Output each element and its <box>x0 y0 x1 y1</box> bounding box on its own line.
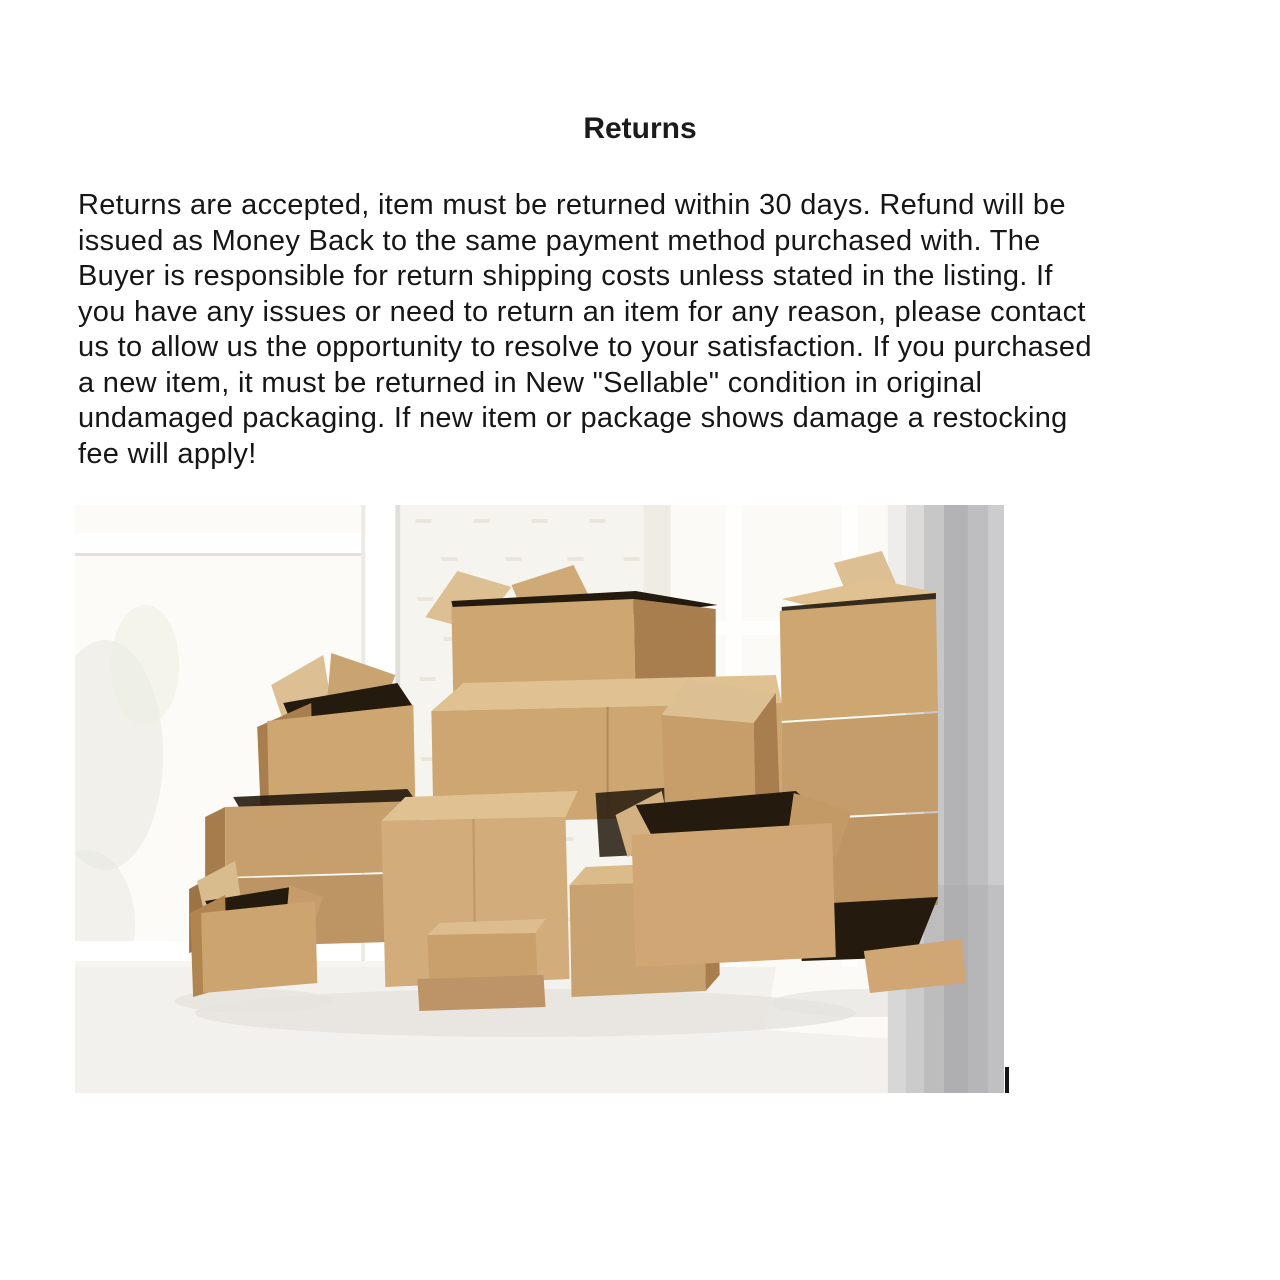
text-cursor[interactable] <box>1005 1067 1009 1093</box>
cardboard-boxes-photo <box>75 505 1004 1093</box>
paragraph-line: Buyer is responsible for return shipping costs unless stated in the listing. If <box>78 260 1053 292</box>
paragraph-line: a new item, it must be returned in New "Sellable" condition in original <box>78 366 983 399</box>
paragraph-line: you have any issues or need to return an item for any reason, please contact <box>78 295 1086 328</box>
paragraph-line: fee will apply! <box>78 437 257 470</box>
page-title: Returns <box>583 112 697 145</box>
box-open-mid-right <box>616 791 852 967</box>
paragraph-line: us to allow us the opportunity to resolve to your satisfaction. If you purchased <box>78 331 1092 363</box>
paragraph-line: issued as Money Back to the same payment method purchased with. The <box>78 224 1041 257</box>
boxes-photo-illustration <box>75 505 1004 1093</box>
returns-policy-paragraph <box>78 188 1208 472</box>
paragraph-line: Returns are accepted, item must be returned within 30 days. Refund will be <box>78 189 1066 221</box>
paragraph-line: undamaged packaging. If new item or package shows damage a restocking <box>78 402 1068 434</box>
box-small-stack <box>417 919 545 1011</box>
